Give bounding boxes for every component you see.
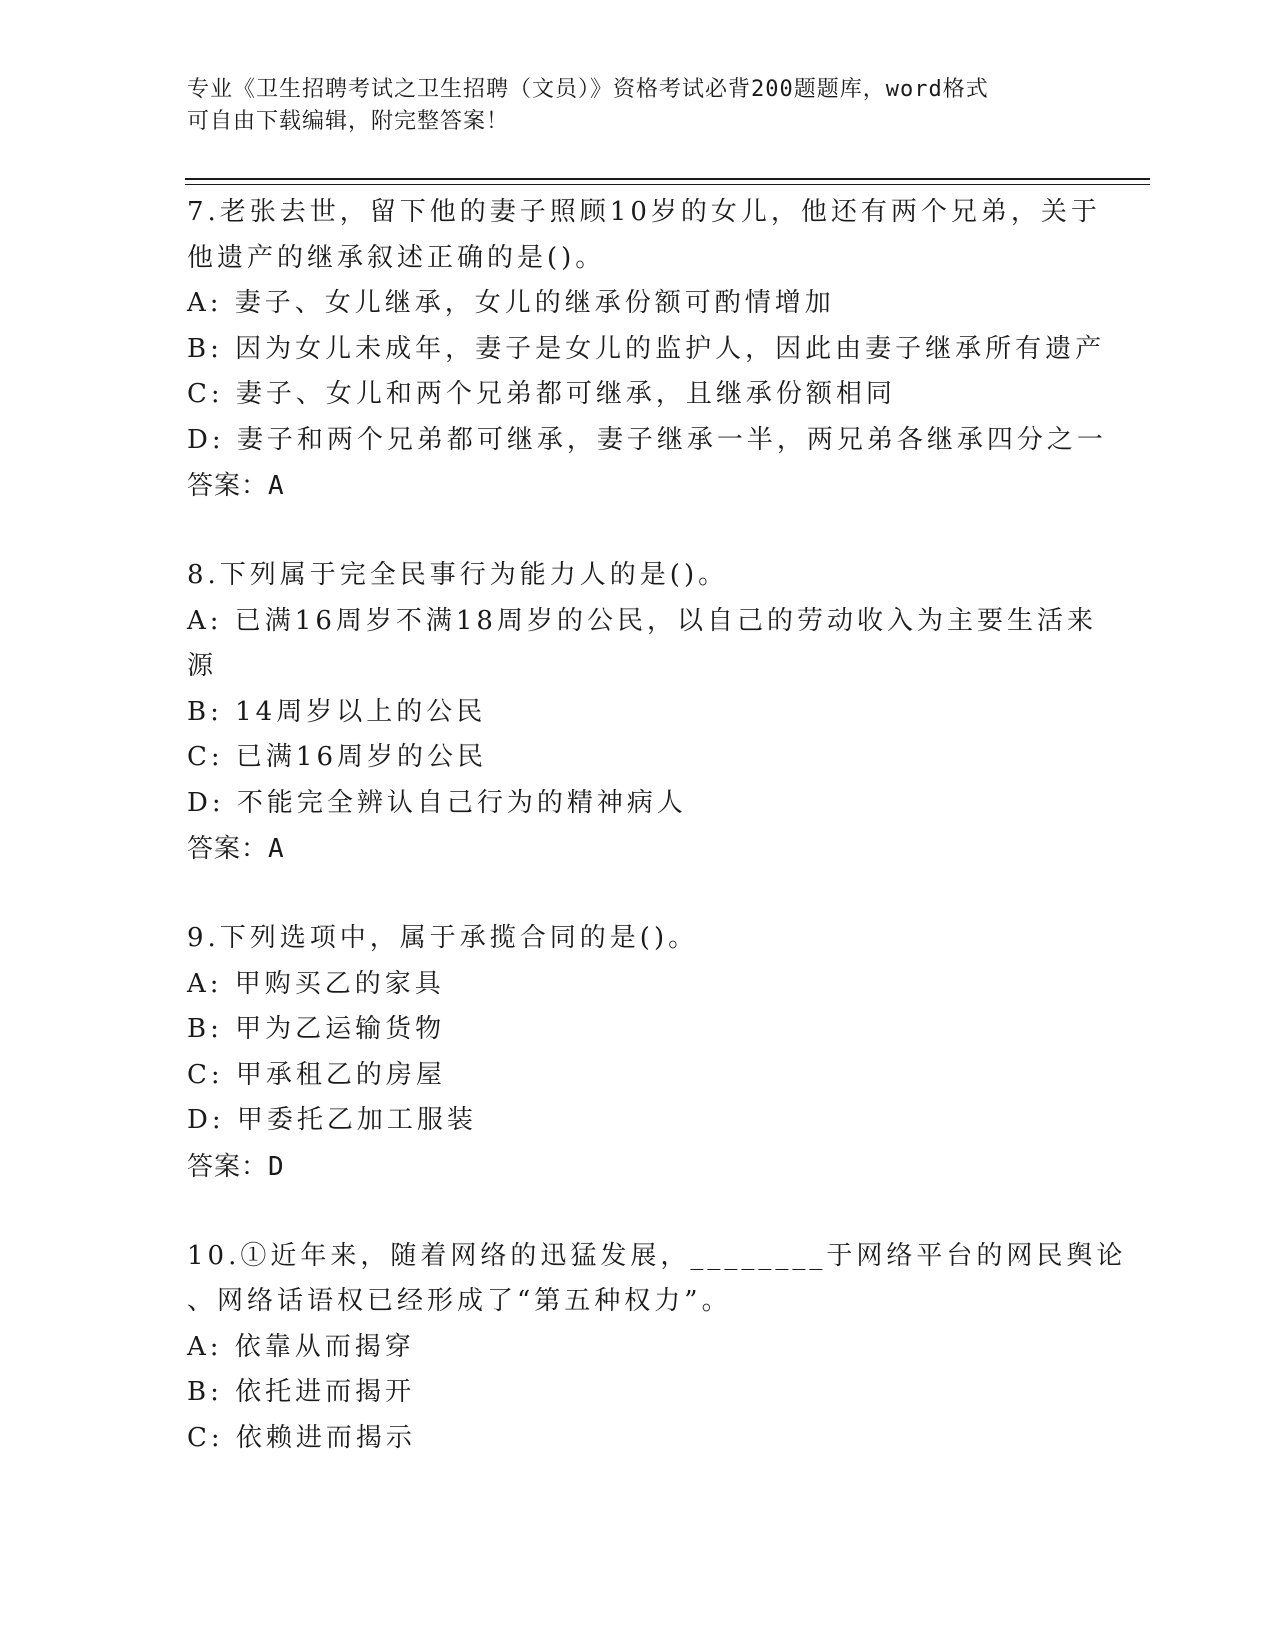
- option-a-continued: 源: [187, 651, 218, 681]
- option-c: C: 依赖进而揭示: [187, 1422, 416, 1453]
- question-10: [187, 1234, 1127, 1462]
- header-divider-thick: [185, 178, 1150, 180]
- question-stem-line: 他遗产的继承叙述正确的是()。: [187, 242, 606, 273]
- option-d: D: 甲委托乙加工服装: [187, 1105, 477, 1135]
- question-8: [187, 553, 1097, 872]
- answer-value: A: [268, 471, 285, 501]
- option-d: D: 不能完全辨认自己行为的精神病人: [187, 787, 687, 818]
- option-b: B: 依托进而揭开: [187, 1377, 416, 1407]
- question-stem-line: 7.老张去世，留下他的妻子照顾10岁的女儿，他还有两个兄弟，关于: [187, 197, 1101, 227]
- option-d: D: 妻子和两个兄弟都可继承，妻子继承一半，两兄弟各继承四分之一: [187, 424, 1107, 455]
- question-stem-line: 8.下列属于完全民事行为能力人的是()。: [187, 560, 729, 590]
- option-c: C: 妻子、女儿和两个兄弟都可继承，且继承份额相同: [187, 379, 896, 409]
- answer-label: 答案：: [187, 471, 269, 501]
- answer-label: 答案：: [187, 1151, 269, 1182]
- answer-line: [187, 1144, 1087, 1190]
- option-b: B: 甲为乙运输货物: [187, 1014, 446, 1044]
- option-b: B: 因为女儿未成年，妻子是女儿的监护人，因此由妻子继承所有遗产: [187, 333, 1106, 364]
- option-b: B: 14周岁以上的公民: [187, 696, 487, 727]
- document-header: [187, 74, 1067, 138]
- question-7: [187, 190, 1107, 509]
- header-line-1: 专业《卫生招聘考试之卫生招聘（文员）》资格考试必背200题题库，word格式: [187, 77, 989, 102]
- question-stem-line: 10.①近年来，随着网络的迅猛发展，________于网络平台的网民舆论: [187, 1240, 1127, 1271]
- question-stem-line: 、网络话语权已经形成了“第五种权力”。: [187, 1286, 732, 1316]
- option-c: C: 甲承租乙的房屋: [187, 1059, 446, 1090]
- header-divider-thin: [185, 184, 1150, 185]
- question-list: [187, 190, 1127, 1505]
- option-a: A: 依靠从而揭穿: [187, 1331, 415, 1362]
- header-line-2: 可自由下载编辑，附完整答案！: [187, 109, 510, 134]
- answer-line: [187, 826, 1087, 872]
- option-a: A: 妻子、女儿继承，女儿的继承份额可酌情增加: [187, 288, 835, 318]
- question-stem-line: 9.下列选项中，属于承揽合同的是()。: [187, 923, 699, 953]
- answer-line: [187, 463, 1087, 509]
- answer-value: A: [268, 834, 285, 864]
- option-a: A: 甲购买乙的家具: [187, 968, 445, 999]
- answer-label: 答案：: [187, 834, 269, 864]
- question-9: [187, 916, 1087, 1190]
- option-a: A: 已满16周岁不满18周岁的公民，以自己的劳动收入为主要生活来: [187, 605, 1097, 636]
- answer-value: D: [268, 1151, 285, 1182]
- option-c: C: 已满16周岁的公民: [187, 742, 488, 772]
